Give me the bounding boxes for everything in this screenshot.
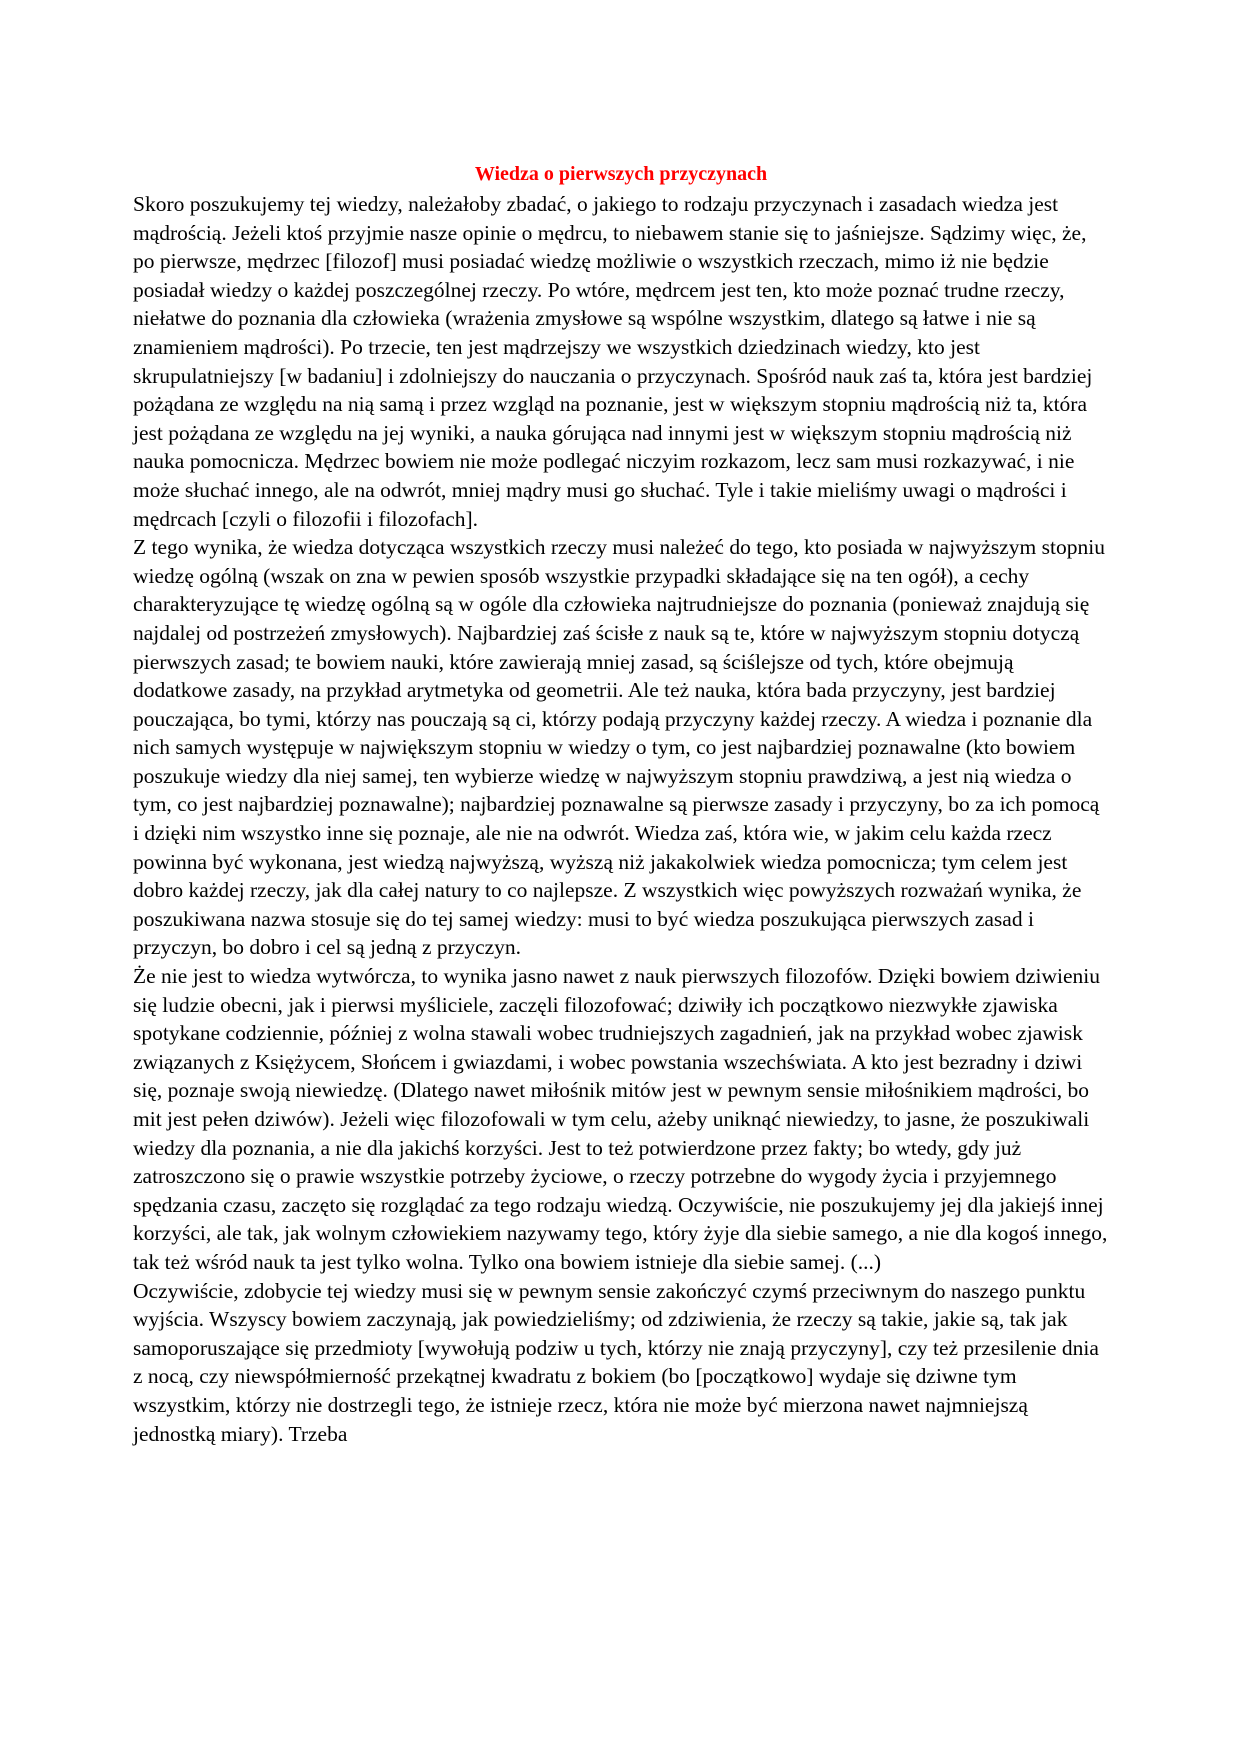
document-title: Wiedza o pierwszych przyczynach xyxy=(474,163,768,185)
paragraph-1: Skoro poszukujemy tej wiedzy, należałoby zbadać, o jakiego to rodzaju przyczynach i zasadach wiedza jest mądrością. Jeżeli ktoś przyjmie nasze opinie o mędrcu, to niebawem stanie się to jaśniejsze. Sądzimy więc, że, po pierwsze, mędrzec [filozof] musi posiadać wiedzę możliwie o wszystkich rzeczach, mimo iż nie będzie posiadał wiedzy o każdej poszczególnej rzeczy. Po wtóre, mędrcem jest ten, kto może poznać trudne rzeczy, niełatwe do poznania dla człowieka (wrażenia zmysłowe są wspólne wszystkim, dlatego są łatwe i nie są znamieniem mądrości). Po trzecie, ten jest mądrzejszy we wszystkich dziedzinach wiedzy, kto jest skrupulatniejszy [w badaniu] i zdolniejszy do nauczania o przyczynach. Spośród nauk zaś ta, która jest bardziej pożądana ze względu na nią samą i przez wzgląd na poznanie, jest w większym stopniu mądrością niż ta, która jest pożądana ze względu na jej wyniki, a nauka górująca nad innymi jest w większym stopniu mądrością niż nauka pomocnicza. Mędrzec bowiem nie może podlegać niczyim rozkazom, lecz sam musi rozkazywać, i nie może słuchać innego, ale na odwrót, mniej mądry musi go słuchać. Tyle i takie mieliśmy uwagi o mądrości i mędrcach [czyli o filozofii i filozofach]. xyxy=(133,192,1093,531)
paragraph-2: Z tego wynika, że wiedza dotycząca wszystkich rzeczy musi należeć do tego, kto posiada w najwyższym stopniu wiedzę ogólną (wszak on zna w pewien sposób wszystkie przypadki składające się na ten ogół), a cechy charakteryzujące tę wiedzę ogólną są w ogóle dla człowieka najtrudniejsze do poznania (ponieważ znajdują się najdalej od postrzeżeń zmysłowych). Najbardziej zaś ścisłe z nauk są te, które w najwyższym stopniu dotyczą pierwszych zasad; te bowiem nauki, które zawierają mniej zasad, są ściślejsze od tych, które obejmują dodatkowe zasady, na przykład arytmetyka od geometrii. Ale też nauka, która bada przyczyny, jest bardziej pouczająca, bo tymi, którzy nas pouczają są ci, którzy podają przyczyny każdej rzeczy. A wiedza i poznanie dla nich samych występuje w największym stopniu w wiedzy o tym, co jest najbardziej poznawalne (kto bowiem poszukuje wiedzy dla niej samej, ten wybierze wiedzę w najwyższym stopniu prawdziwą, a jest nią wiedza o tym, co jest najbardziej poznawalne); najbardziej poznawalne są pierwsze zasady i przyczyny, bo za ich pomocą i dzięki nim wszystko inne się poznaje, ale nie na odwrót. Wiedza zaś, która wie, w jakim celu każda rzecz powinna być wykonana, jest wiedzą najwyższą, wyższą niż jakakolwiek wiedza pomocnicza; tym celem jest dobro każdej rzeczy, jak dla całej natury to co najlepsze. Z wszystkich więc powyższych rozważań wynika, że poszukiwana nazwa stosuje się do tej samej wiedzy: musi to być wiedza poszukująca pierwszych zasad i przyczyn, bo dobro i cel są jedną z przyczyn. xyxy=(133,535,1105,960)
document-body xyxy=(133,158,1109,1448)
paragraph-3: Że nie jest to wiedza wytwórcza, to wynika jasno nawet z nauk pierwszych filozofów. Dzięki bowiem dziwieniu się ludzie obecni, jak i pierwsi myśliciele, zaczęli filozofować; dziwiły ich początkowo niezwykłe zjawiska spotykane codziennie, później z wolna stawali wobec trudniejszych zagadnień, jak na przykład wobec zjawisk związanych z Księżycem, Słońcem i gwiazdami, i wobec powstania wszechświata. A kto jest bezradny i dziwi się, poznaje swoją niewiedzę. (Dlatego nawet miłośnik mitów jest w pewnym sensie miłośnikiem mądrości, bo mit jest pełen dziwów). Jeżeli więc filozofowali w tym celu, ażeby uniknąć niewiedzy, to jasne, że poszukiwali wiedzy dla poznania, a nie dla jakichś korzyści. Jest to też potwierdzone przez fakty; bo wtedy, gdy już zatroszczono się o prawie wszystkie potrzeby życiowe, o rzeczy potrzebne do wygody życia i przyjemnego spędzania czasu, zaczęto się rozglądać za tego rodzaju wiedzą. Oczywiście, nie poszukujemy jej dla jakiejś innej korzyści, ale tak, jak wolnym człowiekiem nazywamy tego, który żyje dla siebie samego, a nie dla kogoś innego, tak też wśród nauk ta jest tylko wolna. Tylko ona bowiem istnieje dla siebie samej. (...) xyxy=(133,964,1108,1274)
paragraph-4: Oczywiście, zdobycie tej wiedzy musi się w pewnym sensie zakończyć czymś przeciwnym do naszego punktu wyjścia. Wszyscy bowiem zaczynają, jak powiedzieliśmy; od zdziwienia, że rzeczy są takie, jakie są, tak jak samoporuszające się przedmioty [wywołują podziw u tych, którzy nie znają przyczyny], czy też przesilenie dnia z nocą, czy niewspółmierność przekątnej kwadratu z bokiem (bo [początkowo] wydaje się dziwne tym wszystkim, którzy nie dostrzegli tego, że istnieje rzecz, która nie może być mierzona nawet najmniejszą jednostką miary). Trzeba xyxy=(133,1278,1099,1446)
